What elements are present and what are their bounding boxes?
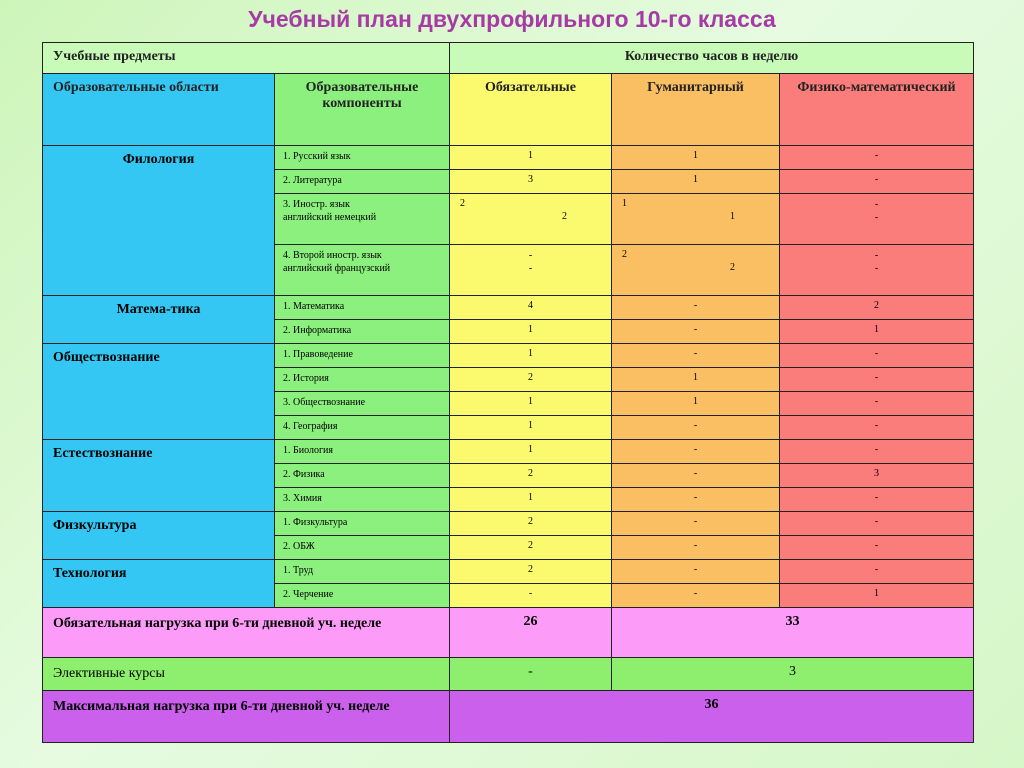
table-row: 2. ОБЖ: [275, 536, 450, 560]
table-row: 1. Физкультура: [275, 512, 450, 536]
header-areas: Образовательные области: [43, 74, 275, 146]
page-title: Учебный план двухпрофильного 10-го класса: [248, 6, 776, 32]
electives-common: -: [450, 658, 612, 691]
table-row: 1. Правоведение: [275, 344, 450, 368]
header-humanities: Гуманитарный: [612, 74, 780, 146]
area-math: Матема-тика: [43, 296, 275, 344]
mandatory-load-label: Обязательная нагрузка при 6-ти дневной уч. неделе: [43, 608, 450, 658]
area-science: Естествознание: [43, 440, 275, 512]
header-physmath: Физико-математический: [780, 74, 974, 146]
table-row: 4. География: [275, 416, 450, 440]
area-pe: Физкультура: [43, 512, 275, 560]
table-row: 1. Биология: [275, 440, 450, 464]
mandatory-load-profile: 33: [612, 608, 974, 658]
area-tech: Технология: [43, 560, 275, 608]
header-components: Образовательные компоненты: [275, 74, 450, 146]
mandatory-load-common: 26: [450, 608, 612, 658]
table-row: 1. Русский язык: [275, 146, 450, 170]
header-mandatory: Обязательные: [450, 74, 612, 146]
table-row: 2. Литература: [275, 170, 450, 194]
table-row: 3. Иностр. язык английский немецкий: [275, 194, 450, 245]
table-row: 2. История: [275, 368, 450, 392]
max-load-label: Максимальная нагрузка при 6-ти дневной уч. неделе: [43, 691, 450, 743]
area-social: Обществознание: [43, 344, 275, 440]
max-load-value: 36: [450, 691, 974, 743]
table-row: 1. Труд: [275, 560, 450, 584]
table-row: 3. Химия: [275, 488, 450, 512]
table-row: 1. Математика: [275, 296, 450, 320]
table-row: 3. Обществознание: [275, 392, 450, 416]
table-row: 4. Второй иностр. язык английский французский: [275, 245, 450, 296]
table-row: 2. Информатика: [275, 320, 450, 344]
area-philology: Филология: [43, 146, 275, 296]
header-hours: Количество часов в неделю: [450, 43, 974, 74]
table-row: 2. Физика: [275, 464, 450, 488]
header-subjects: Учебные предметы: [43, 43, 450, 74]
electives-profile: 3: [612, 658, 974, 691]
electives-label: Элективные курсы: [43, 658, 450, 691]
table-row: 2. Черчение: [275, 584, 450, 608]
curriculum-table: Учебные предметы Количество часов в неделю Образовательные области Образовательные компоненты Обязательные Гуманитарный Физико-математический Филология 1. Русский язык 1 1 - 2. Литература 3 1 - 3. Иностр. язык английский немецкий 2 2 1 1 - - 4. Второй иностр. язык английский французский - - 2 2 - - Матема-тика 1. Математика 4 - 2 2. Информатика 1 - 1 Обществознание 1. Правоведение 1 - - 2. История 2 1 - 3. Обществознание 1 1 - 4. География 1 - - Естествознание 1. Биология 1 - - 2. Физика 2 - 3 3. Химия 1 - - Физкультура 1. Физкультура 2 - - 2. ОБЖ 2 - - Технология 1. Труд 2 - - 2. Черчение - - 1 Обязательная нагрузка при 6-ти дневной уч. неделе 26 33 Элективные курсы - 3 Максимальная нагрузка при 6-ти дневной уч. неделе 36: [42, 42, 974, 743]
